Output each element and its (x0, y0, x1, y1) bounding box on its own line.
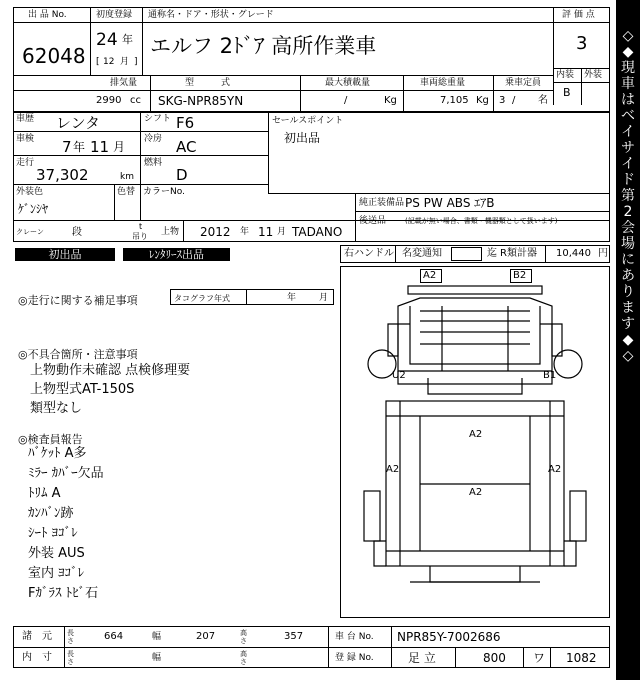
model-name: エルフ 2ﾄﾞｱ 高所作業車 (150, 34, 377, 58)
first-listing-tag: 初出品 (15, 248, 115, 261)
top-year-unit: 年 (240, 227, 250, 237)
tachograph-label: タコグラフ年式 (174, 294, 230, 303)
history: レンタ (56, 114, 101, 132)
gross-weight-unit: Kg (476, 95, 489, 106)
model-code-label: 型 式 (185, 78, 231, 88)
rhd-label: 右ハンドル (344, 248, 394, 259)
genuine-equip: PS PW ABS ｴｱB (405, 196, 495, 210)
damage-mark-a2-center-bottom: A2 (469, 487, 483, 498)
rating-label: 評 価 点 (562, 10, 595, 20)
odo-unit: 円 (598, 248, 608, 259)
chassis-label: 車 台 No. (335, 632, 374, 642)
registration-place: 足 立 (408, 651, 436, 665)
capacity: 3 (499, 95, 506, 106)
damage-mark-u2: U2 (392, 370, 406, 381)
inspection-label: 車検 (16, 134, 35, 144)
registration-number: 1082 (566, 651, 597, 665)
ac-label: 冷房 (144, 134, 163, 144)
gross-weight-label: 車両総重量 (420, 78, 466, 88)
truck-top-view-diagram (340, 266, 610, 618)
reg-year-unit: 年 (122, 33, 133, 46)
max-load-unit: Kg (384, 95, 397, 106)
shift-label: シフト (144, 114, 172, 124)
top-equip-label: 上物 (161, 227, 180, 237)
genuine-equip-label: 純正装備品 (359, 198, 405, 208)
inspector-title: ◎検査員報告 (18, 433, 83, 446)
length-value: 664 (104, 631, 124, 642)
interior-label: 内装 (556, 70, 575, 80)
tachograph-month-unit: 月 (319, 293, 329, 303)
defect-line: 上物型式AT-150S (30, 382, 135, 397)
ext-color: ｹﾞﾝｼﾔ (18, 202, 49, 216)
inner-dims-label: 内 寸 (22, 652, 52, 663)
reg-month-unit: 月 (120, 57, 130, 67)
first-reg-label: 初度登録 (96, 10, 133, 20)
width-value: 207 (196, 631, 216, 642)
name-change-label: 名変通知 (402, 248, 442, 259)
defect-line: 類型なし (30, 401, 83, 416)
history-label: 車歴 (16, 114, 35, 124)
model-code: SKG-NPR85YN (158, 94, 244, 108)
crane-lift: 吊り (132, 232, 148, 241)
tachograph-year-unit: 年 (287, 293, 297, 303)
defect-line: 上物動作未確認 点検修理要 (30, 363, 191, 378)
inspection-month: 11 (90, 138, 110, 156)
inspector-line: ﾐﾗｰ ｶﾊﾞｰ欠品 (28, 466, 104, 481)
odo-label: R類計器 (500, 248, 537, 259)
color-no-label: カラーNo. (143, 187, 185, 197)
inspector-line: ｶﾝﾊﾞﾝ跡 (28, 506, 74, 521)
inspection-year-unit: 年 (73, 140, 86, 154)
inner-length-label: 長さ (67, 650, 74, 666)
displacement-value: 2990 (96, 95, 122, 106)
displacement-unit: cc (130, 95, 141, 106)
gross-weight: 7,105 (440, 95, 469, 106)
max-load-label: 最大積載量 (325, 78, 371, 88)
damage-mark-a2-right: A2 (548, 464, 562, 475)
reg-year: 24 (96, 30, 118, 50)
inspector-line: ｼｰﾄ ﾖｺﾞﾚ (28, 526, 78, 541)
registration-class: 800 (483, 651, 506, 665)
exterior-label: 外装 (584, 70, 603, 80)
top-year: 2012 (200, 225, 231, 239)
width-label: 幅 (152, 632, 162, 642)
top-maker: TADANO (292, 225, 343, 239)
length-label: 長さ (67, 629, 74, 645)
location-sidebar: ◇ ◆ 現 車 は ベ イ サ イ ド 第 2 会 場 に あ り ま す ◆ ◇ (616, 0, 640, 680)
inner-height-label: 高さ (240, 650, 247, 666)
inspector-line: 室内 ﾖｺﾞﾚ (28, 566, 85, 581)
top-month-unit: 月 (277, 227, 287, 237)
mileage-label: 走行 (16, 158, 35, 168)
capacity-unit: 名 (538, 95, 548, 106)
deadline-label: 迄 (487, 248, 497, 259)
max-load: / (344, 95, 348, 106)
inspector-line: Fｶﾞﾗｽ ﾄﾋﾞ石 (28, 586, 99, 601)
aftermarket-label: 後送品 (359, 216, 387, 226)
damage-mark-a2-center-top: A2 (469, 429, 483, 440)
height-value: 357 (284, 631, 304, 642)
inspection-year: 7 (62, 138, 72, 156)
capacity-sep: / (512, 95, 516, 106)
rating-value: 3 (576, 33, 588, 54)
chassis-number: NPR85Y-7002686 (397, 630, 501, 644)
ac: AC (176, 138, 197, 156)
crane-label: クレーン (16, 228, 44, 236)
fuel-label: 燃料 (144, 158, 163, 168)
crane-ton: t (139, 222, 143, 231)
inspector-line: ﾊﾞｹｯﾄ A多 (28, 446, 87, 461)
aftermarket-note: (記載が無い場合、書類・機器類として扱います) (405, 217, 558, 225)
inspection-month-unit: 月 (113, 140, 126, 154)
inspector-line: 外装 AUS (28, 546, 85, 561)
color-change-label: 色替 (117, 187, 136, 197)
model-name-label: 通称名・ドア・形状・グレード (148, 10, 274, 20)
sales-point: 初出品 (284, 131, 321, 145)
registration-kana: ワ (533, 651, 546, 665)
damage-mark-a2-left: A2 (386, 464, 400, 475)
fuel: D (176, 166, 188, 184)
dims-label: 諸 元 (22, 631, 52, 642)
defects-title: ◎不具合箇所・注意事項 (18, 348, 138, 361)
lot-no: 62048 (22, 44, 86, 68)
ext-color-label: 外装色 (16, 187, 44, 197)
displacement-label: 排気量 (110, 78, 138, 88)
reg-month: 12 (103, 57, 115, 67)
interior-grade: B (563, 86, 571, 99)
damage-mark-b1: B1 (543, 370, 557, 381)
top-month: 11 (258, 225, 274, 239)
registration-label: 登 録 No. (335, 653, 374, 663)
driving-notes-title: ◎走行に関する補足事項 (18, 294, 138, 307)
lot-no-label: 出 品 No. (28, 10, 67, 20)
inner-width-label: 幅 (152, 653, 162, 663)
height-label: 高さ (240, 629, 247, 645)
mileage: 37,302 (36, 166, 89, 184)
capacity-label: 乗車定員 (505, 78, 542, 88)
crane-stage: 段 (72, 227, 82, 238)
inspector-line: ﾄﾘﾑ A (28, 486, 61, 501)
sales-point-label: セールスポイント (272, 116, 344, 126)
shift: F6 (176, 114, 195, 132)
mileage-unit: km (120, 172, 134, 182)
odo-value: 10,440 (556, 248, 591, 259)
rental-listing-tag: ﾚﾝﾀﾘｰｽ出品 (123, 248, 230, 261)
